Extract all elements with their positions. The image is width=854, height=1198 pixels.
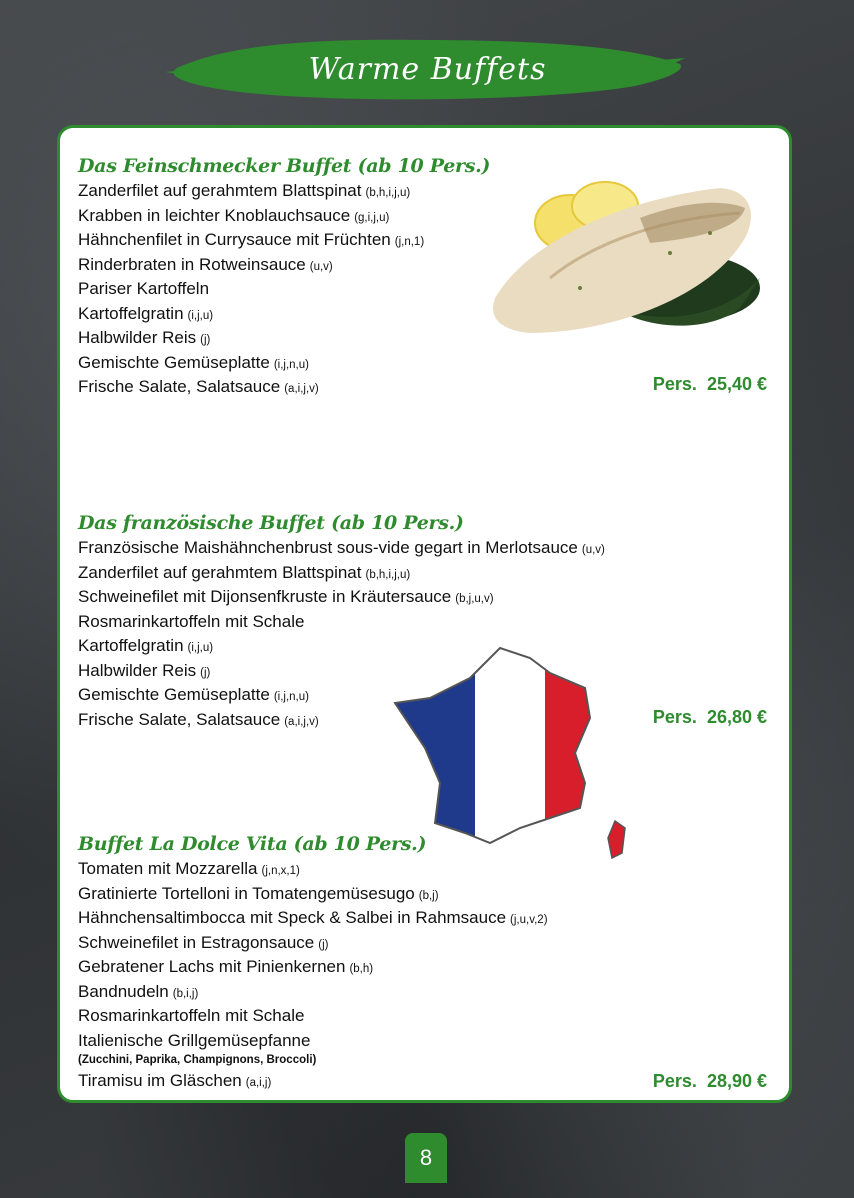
menu-item: Halbwilder Reis (j) (78, 660, 211, 680)
price-dolce-vita: Pers. 28,90 € (652, 1071, 767, 1091)
menu-item: Rosmarinkartoffeln mit Schale (78, 1006, 305, 1025)
menu-card (57, 125, 792, 1103)
price-franzoesisch: Pers. 26,80 € (652, 707, 767, 727)
menu-item: Schweinefilet mit Dijonsenfkruste in Kräutersauce (b,j,u,v) (78, 587, 494, 606)
menu-item: Italienische Grillgemüsepfanne (78, 1030, 311, 1050)
title-banner (165, 28, 690, 110)
page-title: Warme Buffets (308, 51, 547, 87)
menu-item: Rosmarinkartoffeln mit Schale (78, 611, 305, 631)
section-title: Das französische Buffet (ab 10 Pers.) (78, 512, 464, 534)
menu-item: Gratinierte Tortelloni in Tomatengemüsesugo (b,j) (78, 883, 439, 903)
menu-item: Schweinefilet in Estragonsauce (j) (78, 932, 329, 952)
menu-item: Tiramisu im Gläschen (a,i,j) (78, 1071, 272, 1090)
section-feinschmecker (78, 153, 778, 400)
section-title: Das Feinschmecker Buffet (ab 10 Pers.) (78, 155, 491, 177)
menu-item: Rinderbraten in Rotweinsauce (u,v) (78, 254, 333, 274)
menu-item: Zanderfilet auf gerahmtem Blattspinat (b,h,i,j,u) (78, 562, 411, 582)
menu-item: Französische Maishähnchenbrust sous-vide gegart in Merlotsauce (u,v) (78, 538, 605, 557)
menu-item: Krabben in leichter Knoblauchsauce (g,i,j,u) (78, 205, 390, 225)
menu-item: Hähnchensaltimbocca mit Speck & Salbei in Rahmsauce (j,u,v,2) (78, 908, 548, 927)
menu-item: Kartoffelgratin (i,j,u) (78, 636, 214, 655)
menu-item: Gemischte Gemüseplatte (i,j,n,u) (78, 352, 309, 372)
menu-item: Halbwilder Reis (j) (78, 328, 211, 347)
section-franzoesisch (78, 510, 778, 732)
item-note: (Zucchini, Paprika, Champignons, Broccoli) (78, 1054, 317, 1066)
menu-item: Tomaten mit Mozzarella (j,n,x,1) (78, 859, 300, 878)
menu-item: Gebratener Lachs mit Pinienkernen (b,h) (78, 957, 374, 976)
menu-item: Frische Salate, Salatsauce (a,i,j,v) (78, 709, 319, 729)
menu-item: Pariser Kartoffeln (78, 279, 210, 298)
section-dolce-vita (78, 831, 778, 1094)
menu-item: Gemischte Gemüseplatte (i,j,n,u) (78, 685, 309, 704)
menu-item: Hähnchenfilet in Currysauce mit Früchten (j,n,1) (78, 230, 425, 249)
section-title: Buffet La Dolce Vita (ab 10 Pers.) (78, 833, 427, 855)
price-feinschmecker: Pers. 25,40 € (652, 374, 767, 394)
menu-item: Kartoffelgratin (i,j,u) (78, 303, 214, 323)
page-number: 8 (405, 1133, 447, 1183)
menu-item: Frische Salate, Salatsauce (a,i,j,v) (78, 377, 319, 396)
menu-item: Zanderfilet auf gerahmtem Blattspinat (b,h,i,j,u) (78, 181, 411, 200)
menu-item: Bandnudeln (b,i,j) (78, 981, 199, 1001)
